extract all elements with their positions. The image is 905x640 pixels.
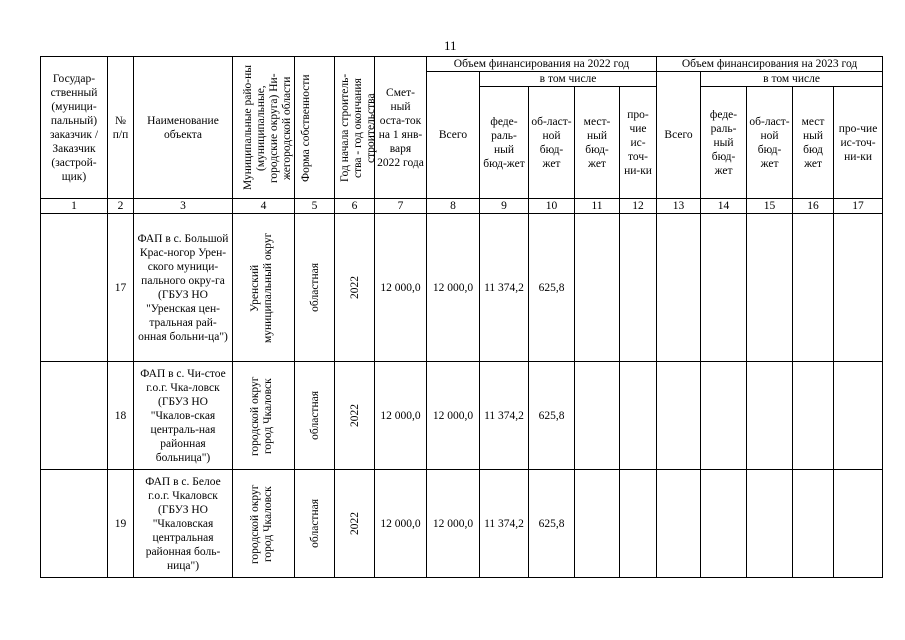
cell-local-2022 xyxy=(575,214,620,362)
cell-estimate: 12 000,0 xyxy=(375,362,427,470)
cell-federal-2022: 11 374,2 xyxy=(480,470,529,578)
header-federal-2023: феде-раль-ный бюд-жет xyxy=(701,87,747,199)
col-num-9: 9 xyxy=(480,199,529,214)
cell-year xyxy=(335,362,375,470)
cell-regional-2023 xyxy=(747,214,793,362)
header-customer: Государ-ственный (муници-пальный) заказчик / Заказчик (застрой-щик) xyxy=(41,57,108,199)
cell-year-text: 2022 xyxy=(348,276,361,299)
cell-year-text: 2022 xyxy=(348,512,361,535)
cell-total-2023 xyxy=(657,214,701,362)
col-num-7: 7 xyxy=(375,199,427,214)
cell-total-2023 xyxy=(657,362,701,470)
col-num-1: 1 xyxy=(41,199,108,214)
header-total-2022: Всего xyxy=(427,72,480,199)
cell-estimate: 12 000,0 xyxy=(375,214,427,362)
header-local-2022: мест-ный бюд-жет xyxy=(575,87,620,199)
table-row xyxy=(41,362,883,470)
cell-local-2023 xyxy=(793,362,834,470)
cell-total-2022: 12 000,0 xyxy=(427,470,480,578)
header-including-2023: в том числе xyxy=(701,72,883,87)
cell-ownership xyxy=(295,362,335,470)
cell-year-text: 2022 xyxy=(348,404,361,427)
table-row xyxy=(41,470,883,578)
table-row xyxy=(41,214,883,362)
cell-total-2022: 12 000,0 xyxy=(427,214,480,362)
cell-federal-2023 xyxy=(701,470,747,578)
cell-other-2023 xyxy=(834,470,883,578)
cell-estimate: 12 000,0 xyxy=(375,470,427,578)
cell-other-2023 xyxy=(834,214,883,362)
cell-local-2023 xyxy=(793,470,834,578)
header-local-2023: мест ный бюд жет xyxy=(793,87,834,199)
header-years-text: Год начала строитель-ства - год окончания строительства xyxy=(338,73,377,182)
col-num-14: 14 xyxy=(701,199,747,214)
col-num-17: 17 xyxy=(834,199,883,214)
page-number: 11 xyxy=(444,38,457,53)
col-num-15: 15 xyxy=(747,199,793,214)
column-numbers-row xyxy=(41,199,883,214)
cell-municipality xyxy=(233,470,295,578)
header-total-2023: Всего xyxy=(657,72,701,199)
cell-object-name: ФАП в с. Белое г.о.г. Чкаловск (ГБУЗ НО "Чкаловская центральная районная боль-ница") xyxy=(134,470,233,578)
col-num-11: 11 xyxy=(575,199,620,214)
cell-customer xyxy=(41,214,108,362)
header-regional-2022: об-ласт-ной бюд-жет xyxy=(529,87,575,199)
cell-ownership-text: областная xyxy=(308,499,321,548)
cell-num: 19 xyxy=(108,470,134,578)
col-num-8: 8 xyxy=(427,199,480,214)
header-fin-2022: Объем финансирования на 2022 год xyxy=(427,57,657,72)
cell-municipality-text: городской округ город Чкаловск xyxy=(248,483,274,564)
cell-ownership-text: областная xyxy=(308,263,321,312)
header-other-2022: про-чие ис-точ-ни-ки xyxy=(620,87,657,199)
cell-federal-2023 xyxy=(701,362,747,470)
col-num-6: 6 xyxy=(335,199,375,214)
header-federal-2022: феде-раль-ный бюд-жет xyxy=(480,87,529,199)
cell-object-name: ФАП в с. Большой Крас-ногор Урен-ского муници-пального окру-га (ГБУЗ НО "Уренская цен-тральная рай-онная больни-ца") xyxy=(134,214,233,362)
cell-customer xyxy=(41,470,108,578)
cell-total-2022: 12 000,0 xyxy=(427,362,480,470)
cell-other-2023 xyxy=(834,362,883,470)
header-ownership-text: Форма собственности xyxy=(299,73,312,182)
header-years xyxy=(335,57,375,199)
cell-municipality-text: городской округ город Чкаловск xyxy=(248,375,274,456)
cell-regional-2022: 625,8 xyxy=(529,362,575,470)
cell-ownership xyxy=(295,470,335,578)
header-municipality-text: Муниципальные райо-ны (муниципальные, городские округа) Ни-жегородской области xyxy=(241,65,293,190)
col-num-5: 5 xyxy=(295,199,335,214)
cell-federal-2022: 11 374,2 xyxy=(480,214,529,362)
cell-num: 18 xyxy=(108,362,134,470)
cell-other-2022 xyxy=(620,470,657,578)
header-ownership xyxy=(295,57,335,199)
cell-regional-2023 xyxy=(747,362,793,470)
col-num-13: 13 xyxy=(657,199,701,214)
col-num-16: 16 xyxy=(793,199,834,214)
header-row-top xyxy=(41,57,883,72)
cell-total-2023 xyxy=(657,470,701,578)
cell-municipality-text: Уренский муниципальный округ xyxy=(248,232,274,343)
cell-municipality xyxy=(233,362,295,470)
col-num-4: 4 xyxy=(233,199,295,214)
cell-ownership-text: областная xyxy=(308,391,321,440)
header-including-2022: в том числе xyxy=(480,72,657,87)
cell-municipality xyxy=(233,214,295,362)
header-estimate: Смет-ный оста-ток на 1 янв-варя 2022 года xyxy=(375,57,427,199)
col-num-3: 3 xyxy=(134,199,233,214)
cell-local-2022 xyxy=(575,362,620,470)
header-fin-2023: Объем финансирования на 2023 год xyxy=(657,57,883,72)
cell-year xyxy=(335,214,375,362)
cell-object-name: ФАП в с. Чи-стое г.о.г. Чка-ловск (ГБУЗ НО "Чкалов-ская централь-ная районная больница") xyxy=(134,362,233,470)
header-regional-2023: об-ласт-ной бюд-жет xyxy=(747,87,793,199)
cell-local-2022 xyxy=(575,470,620,578)
header-object-name: Наименование объекта xyxy=(134,57,233,199)
cell-other-2022 xyxy=(620,214,657,362)
cell-regional-2022: 625,8 xyxy=(529,470,575,578)
cell-regional-2022: 625,8 xyxy=(529,214,575,362)
cell-local-2023 xyxy=(793,214,834,362)
cell-ownership xyxy=(295,214,335,362)
header-num: № п/п xyxy=(108,57,134,199)
financing-table xyxy=(40,56,883,578)
header-municipality xyxy=(233,57,295,199)
cell-federal-2023 xyxy=(701,214,747,362)
col-num-10: 10 xyxy=(529,199,575,214)
cell-federal-2022: 11 374,2 xyxy=(480,362,529,470)
cell-year xyxy=(335,470,375,578)
cell-num: 17 xyxy=(108,214,134,362)
header-other-2023: про-чие ис-точ-ни-ки xyxy=(834,87,883,199)
cell-customer xyxy=(41,362,108,470)
cell-regional-2023 xyxy=(747,470,793,578)
cell-other-2022 xyxy=(620,362,657,470)
col-num-2: 2 xyxy=(108,199,134,214)
col-num-12: 12 xyxy=(620,199,657,214)
